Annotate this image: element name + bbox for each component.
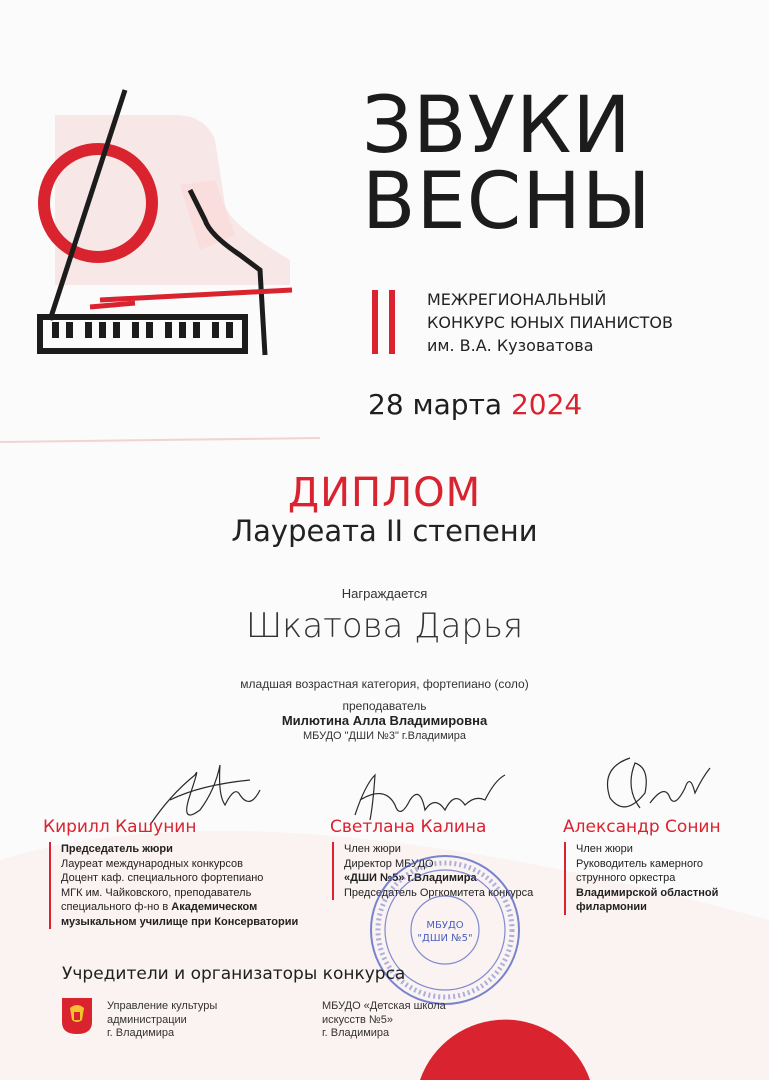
stamp-center-line2: "ДШИ №5": [417, 933, 473, 944]
jury-info-bold: «ДШИ №5»: [344, 872, 405, 884]
organizer-culture-department: [107, 1000, 217, 1041]
founders-heading: Учредители и организаторы конкурса: [62, 964, 406, 984]
date-day-month: 28 марта: [368, 388, 503, 421]
stamp-center-line1: МБУДО: [426, 920, 464, 931]
org-line: г. Владимира: [322, 1027, 390, 1039]
jury-info-bold: филармонии: [576, 901, 647, 913]
contest-subtitle: [427, 288, 673, 357]
teacher-label: преподаватель: [342, 699, 427, 713]
signature-kalina: [345, 765, 515, 825]
jury-info-line: МГК им. Чайковского, преподаватель: [61, 886, 252, 899]
org-line: искусств №5»: [322, 1013, 393, 1026]
contest-title: [362, 81, 652, 247]
jury-role: Председатель жюри: [61, 843, 173, 855]
jury-info-line: Руководитель камерного: [576, 857, 703, 870]
diploma-subtitle: Лауреата II степени: [231, 514, 538, 548]
org-line: г. Владимира: [107, 1027, 175, 1039]
diploma-title: ДИПЛОМ: [287, 470, 482, 516]
jury-info-line: специального ф-но в: [61, 901, 172, 913]
jury-name-kashunin: Кирилл Кашунин: [43, 817, 197, 837]
jury-info-line: г.Владимира: [404, 872, 477, 884]
roman-numeral-bar-1: [372, 290, 378, 354]
subtitle-line3: им. В.А. Кузоватова: [427, 336, 594, 355]
contest-title-line1: ЗВУКИ: [362, 81, 632, 171]
jury-info-line: Председатель Оргкомитета конкурса: [344, 886, 534, 899]
org-line: Управление культуры: [107, 1000, 218, 1012]
jury-info-line: струнного оркестра: [576, 872, 676, 884]
organizer-school: [322, 1000, 446, 1041]
teacher-school: МБУДО "ДШИ №3" г.Владимира: [302, 730, 467, 742]
jury-info-kashunin: [49, 842, 331, 929]
contest-date: [368, 388, 582, 421]
jury-info-line: Доцент каф. специального фортепиано: [61, 872, 264, 884]
official-stamp: [365, 850, 525, 1010]
date-year: 2024: [510, 388, 583, 421]
contest-logo: [30, 85, 310, 365]
jury-info-bold: Владимирской областной: [576, 886, 719, 899]
jury-info-line: Директор МБУДО: [344, 857, 434, 870]
jury-info-bold: Академическом: [171, 901, 258, 913]
contest-title-line2: ВЕСНЫ: [362, 157, 652, 247]
jury-info-line: Лауреат международных конкурсов: [61, 857, 243, 870]
signature-sonin: [590, 748, 730, 828]
jury-name-sonin: Александр Сонин: [563, 817, 721, 837]
subtitle-line2: КОНКУРС ЮНЫХ ПИАНИСТОВ: [427, 313, 673, 332]
org-line: МБУДО «Детская школа: [322, 1000, 446, 1012]
jury-role: Член жюри: [344, 843, 401, 855]
jury-name-kalina: Светлана Калина: [330, 817, 487, 837]
roman-numeral-bar-2: [389, 290, 395, 354]
jury-info-sonin: [564, 842, 766, 915]
jury-info-bold: музыкальном училище при Консерватории: [61, 915, 299, 928]
category: младшая возрастная категория, фортепиано (соло): [240, 677, 529, 691]
jury-role: Член жюри: [576, 843, 633, 855]
subtitle-line1: МЕЖРЕГИОНАЛЬНЫЙ: [427, 290, 607, 309]
award-label: Награждается: [341, 586, 428, 601]
teacher-name: Милютина Алла Владимировна: [281, 713, 488, 728]
vladimir-coat-of-arms-icon: [62, 998, 92, 1034]
awardee-name: Шкатова Дарья: [245, 606, 524, 646]
org-line: администрации: [107, 1013, 187, 1026]
